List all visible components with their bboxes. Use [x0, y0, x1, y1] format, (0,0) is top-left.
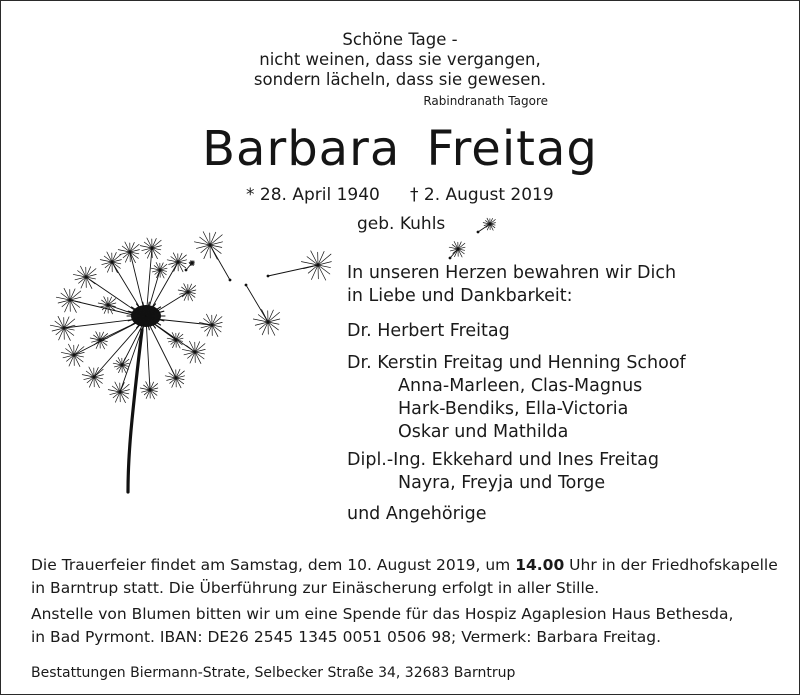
mourner-child-line: Hark-Bendiks, Ella-Victoria [398, 399, 629, 419]
quote-line-2: nicht weinen, dass sie vergangen, [259, 50, 541, 69]
mourner-child-line: Oskar und Mathilda [398, 422, 569, 442]
mourner-family-3: Dipl.-Ing. Ekkehard und Ines Freitag [347, 450, 659, 470]
quote-author: Rabindranath Tagore [423, 94, 548, 108]
quote-line-1: Schöne Tage - [342, 30, 458, 49]
quote-line-3: sondern lächeln, dass sie gewesen. [253, 70, 547, 89]
donation-line-1: Anstelle von Blumen bitten wir um eine Spende für das Hospiz Agaplesion Haus Bethesda, [31, 605, 734, 623]
funeral-home: Bestattungen Biermann-Strate, Selbecker Straße 34, 32683 Barntrup [31, 665, 516, 681]
mourners-intro-line-2: in Liebe und Dankbarkeit: [347, 286, 573, 306]
deceased-name: Barbara Freitag [202, 121, 598, 177]
mourner-child-line: Nayra, Freyja und Torge [398, 473, 606, 493]
mourners-intro-line-1: In unseren Herzen bewahren wir Dich [347, 263, 677, 283]
mourner-child-line: Anna-Marleen, Clas-Magnus [398, 376, 643, 396]
maiden-name: geb. Kuhls [357, 214, 446, 234]
ceremony-line-2: in Barntrup statt. Die Überführung zur Einäscherung erfolgt in aller Stille. [31, 579, 600, 597]
mourner-relatives: und Angehörige [347, 504, 487, 524]
ceremony-line-1: Die Trauerfeier findet am Samstag, dem 10. August 2019, um 14.00 Uhr in der Friedhofskapelle [31, 556, 778, 574]
birth-date: * 28. April 1940 [246, 185, 380, 205]
donation-line-2: in Bad Pyrmont. IBAN: DE26 2545 1345 0051 0506 98; Vermerk: Barbara Freitag. [31, 628, 662, 646]
death-date: † 2. August 2019 [410, 185, 554, 205]
mourner-family-1: Dr. Herbert Freitag [347, 321, 510, 341]
mourner-family-2: Dr. Kerstin Freitag und Henning Schoof [347, 353, 686, 373]
ceremony-time: 14.00 [515, 556, 565, 574]
